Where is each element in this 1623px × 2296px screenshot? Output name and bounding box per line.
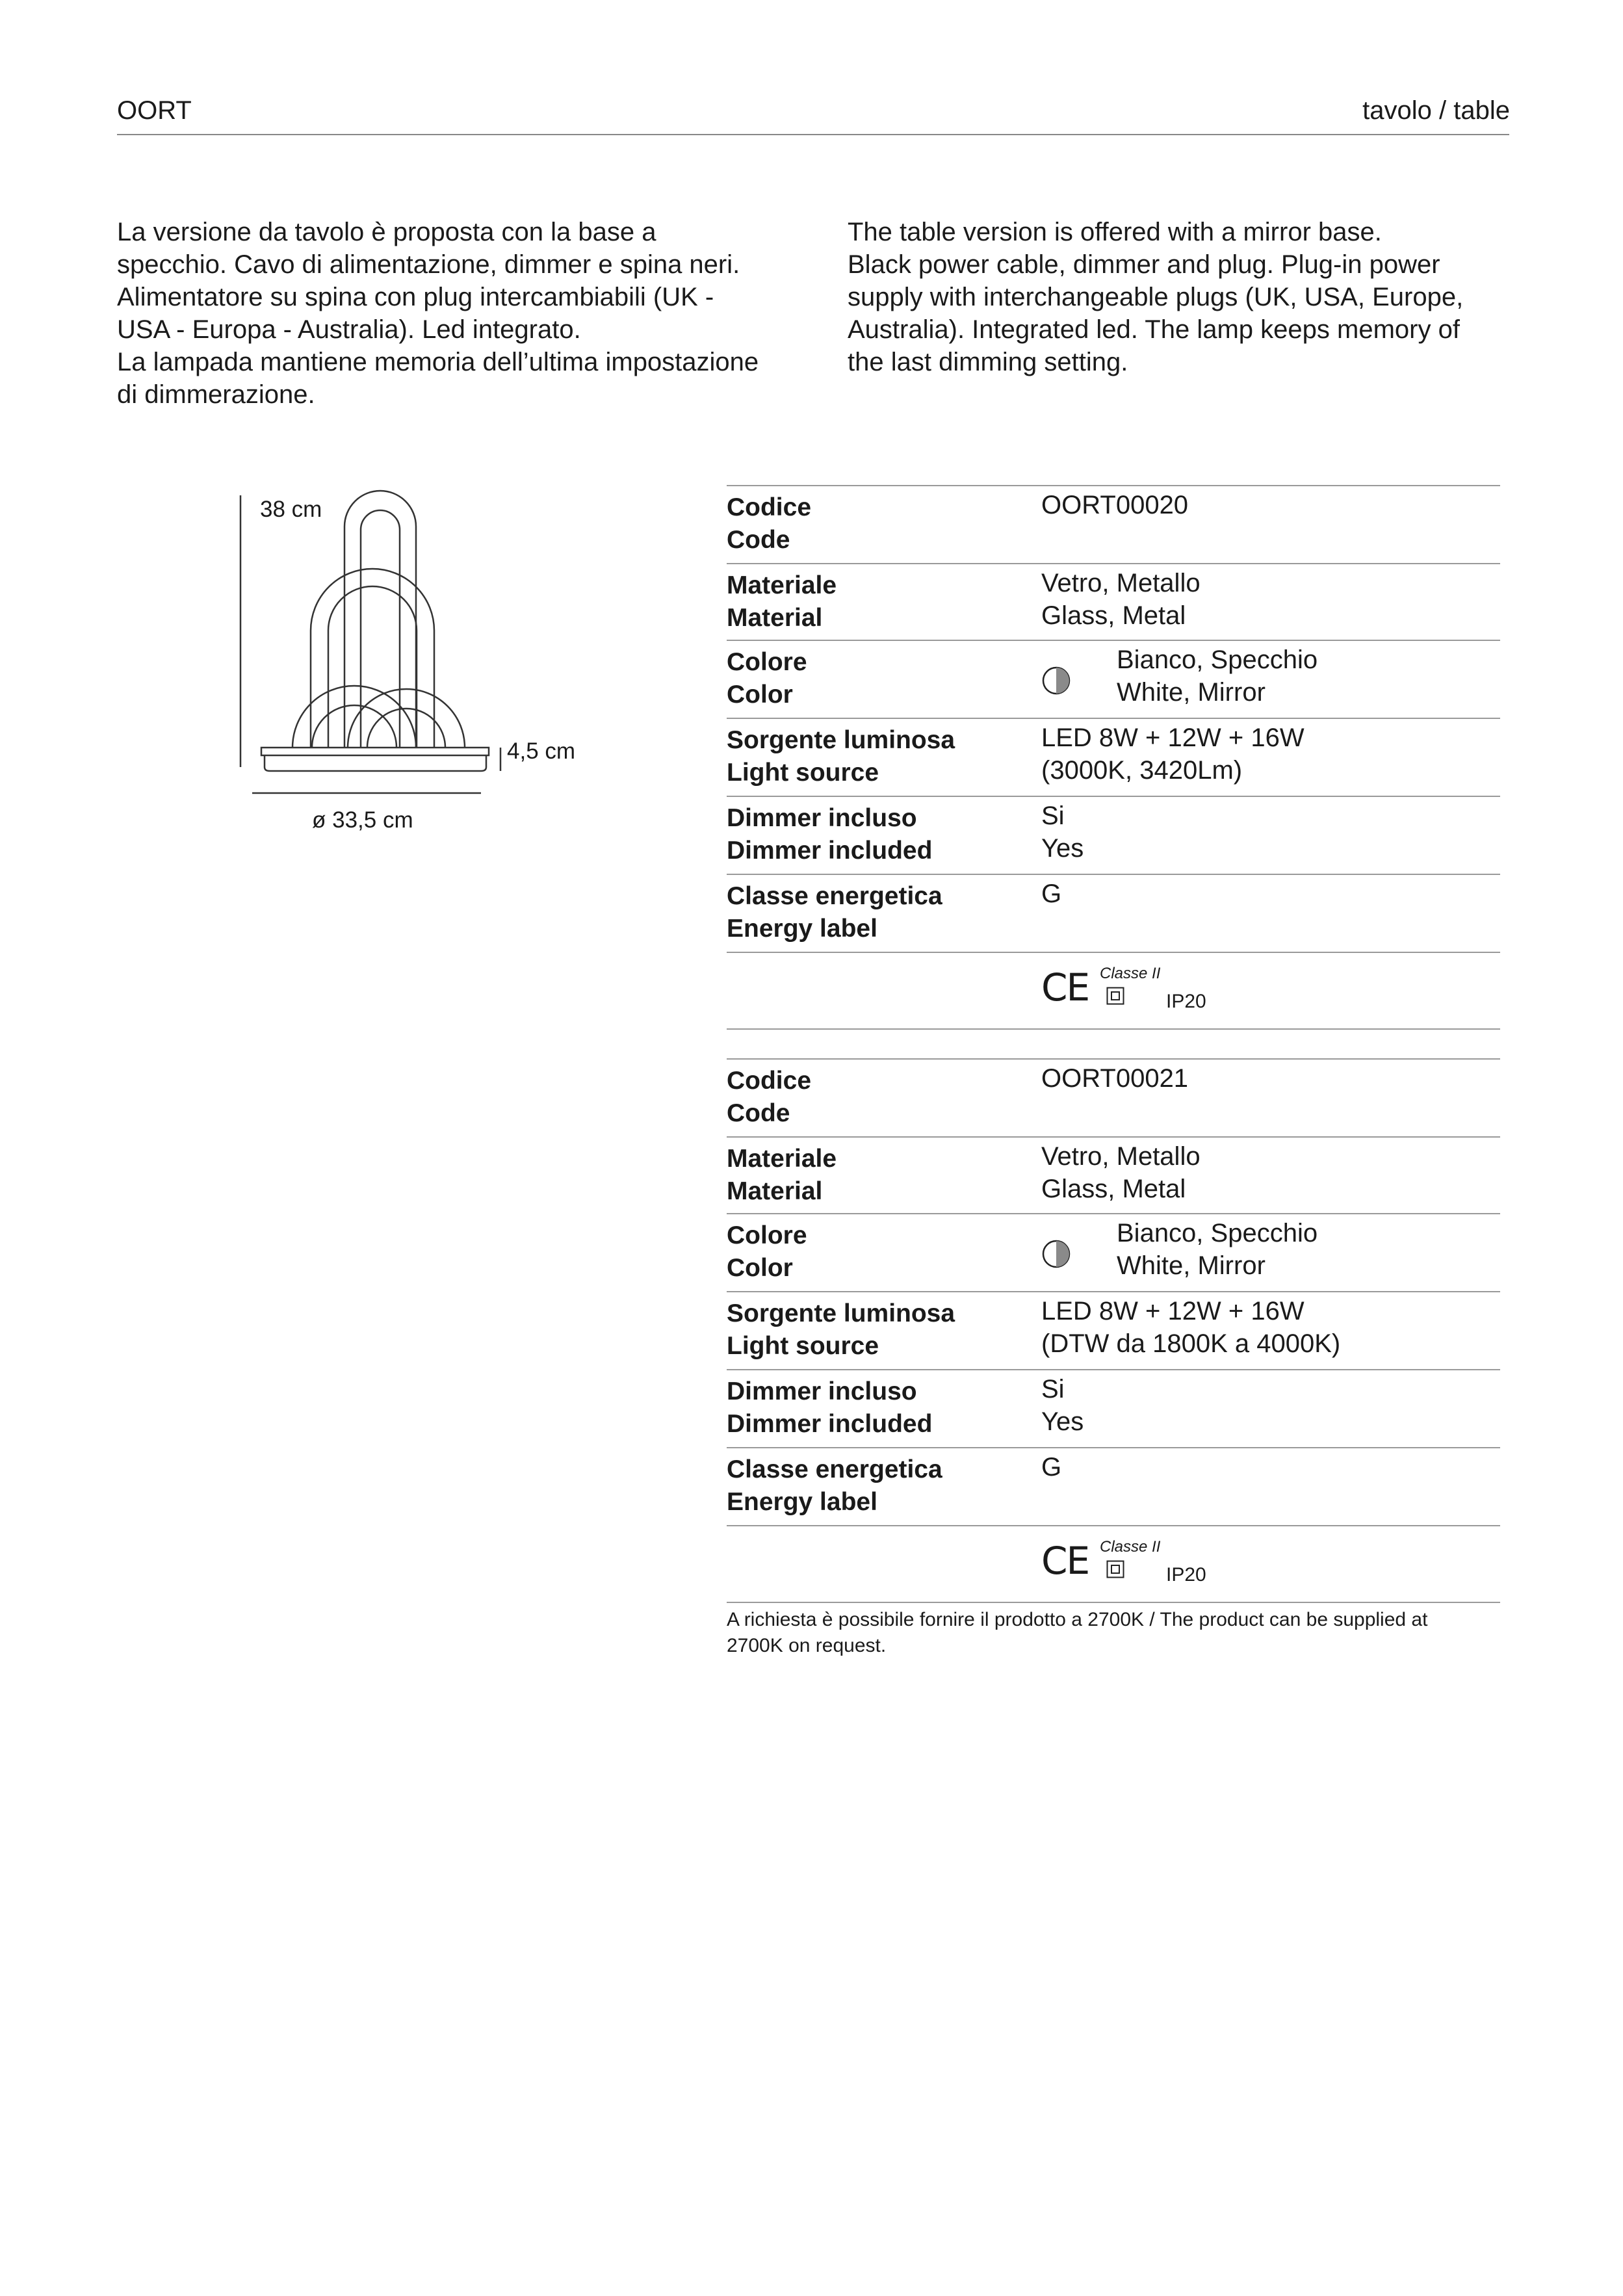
footnote-line: 2700K on request. <box>727 1635 887 1656</box>
ce-mark-icon: CE <box>1041 965 1089 1010</box>
spec-table-2 <box>727 1058 1500 1603</box>
base-height-label: 4,5 cm <box>507 738 576 764</box>
description-english <box>848 216 1511 378</box>
spec-row-dimmer <box>727 1369 1500 1447</box>
material-value: Vetro, Metallo Glass, Metal <box>1041 569 1201 630</box>
product-name: OORT <box>117 96 192 125</box>
description-italian <box>117 216 832 411</box>
height-label: 38 cm <box>260 497 322 522</box>
code-value: OORT00020 <box>1041 491 1189 519</box>
spec-row-material <box>727 563 1500 640</box>
class-ii-label: Classe II <box>1100 1538 1161 1556</box>
ce-mark-icon: CE <box>1041 1539 1089 1583</box>
dimmer-value: Si Yes <box>1041 802 1084 863</box>
energy-value: G <box>1041 1453 1062 1481</box>
description-line: USA - Europa - Australia). Led integrato. <box>117 315 581 344</box>
description-line: La versione da tavolo è proposta con la base a <box>117 218 656 246</box>
header-divider <box>117 134 1509 135</box>
double-insulation-icon <box>1106 1560 1124 1578</box>
spec-row-light-source <box>727 718 1500 796</box>
spec-row-color <box>727 640 1500 718</box>
light-source-label: Sorgente luminosa Light source <box>727 726 955 787</box>
spec-row-light-source <box>727 1291 1500 1369</box>
material-label: Materiale Material <box>727 1145 837 1205</box>
description-line: Alimentatore su spina con plug intercambiabili (UK - <box>117 283 714 311</box>
ip-rating: IP20 <box>1166 1564 1206 1585</box>
description-line: specchio. Cavo di alimentazione, dimmer e spina neri. <box>117 250 740 279</box>
energy-label: Classe energetica Energy label <box>727 1455 942 1516</box>
material-label: Materiale Material <box>727 571 837 632</box>
color-label: Colore Color <box>727 1221 807 1282</box>
spec-row-certifications <box>727 952 1500 1030</box>
description-line: supply with interchangeable plugs (UK, USA, Europe, <box>848 283 1464 311</box>
spec-table-1 <box>727 485 1500 1030</box>
base-top <box>261 748 489 755</box>
description-line: The table version is offered with a mirror base. <box>848 218 1382 246</box>
light-source-value: LED 8W + 12W + 16W (DTW da 1800K a 4000K) <box>1041 1297 1341 1358</box>
material-value: Vetro, Metallo Glass, Metal <box>1041 1142 1201 1203</box>
base-body <box>265 755 486 771</box>
light-source-label: Sorgente luminosa Light source <box>727 1299 955 1360</box>
dimmer-label: Dimmer incluso Dimmer included <box>727 1377 933 1438</box>
description-line: di dimmerazione. <box>117 380 315 409</box>
half-circle-color-icon <box>1041 666 1071 696</box>
code-label: Codice Code <box>727 493 812 554</box>
light-source-value: LED 8W + 12W + 16W (3000K, 3420Lm) <box>1041 724 1305 785</box>
spec-row-code <box>727 1058 1500 1136</box>
dimmer-label: Dimmer incluso Dimmer included <box>727 804 933 865</box>
description-line: La lampada mantiene memoria dell’ultima impostazione <box>117 348 759 376</box>
color-label: Colore Color <box>727 648 807 709</box>
spec-row-color <box>727 1213 1500 1291</box>
class-ii-label: Classe II <box>1100 965 1161 982</box>
half-circle-color-icon <box>1041 1239 1071 1269</box>
color-value: Bianco, Specchio White, Mirror <box>1117 646 1318 707</box>
description-line: Black power cable, dimmer and plug. Plug-in power <box>848 250 1440 279</box>
description-line: Australia). Integrated led. The lamp keeps memory of <box>848 315 1460 344</box>
spec-row-code <box>727 485 1500 563</box>
energy-label: Classe energetica Energy label <box>727 882 942 943</box>
double-insulation-icon <box>1106 987 1124 1005</box>
code-value: OORT00021 <box>1041 1064 1189 1093</box>
ip-rating: IP20 <box>1166 991 1206 1012</box>
footnote-line: A richiesta è possibile fornire il prodotto a 2700K / The product can be supplied at <box>727 1609 1428 1630</box>
color-value: Bianco, Specchio White, Mirror <box>1117 1219 1318 1280</box>
certification-marks <box>1041 1538 1206 1585</box>
description-line: the last dimming setting. <box>848 348 1128 376</box>
dimmer-value: Si Yes <box>1041 1375 1084 1436</box>
footnote <box>727 1607 1500 1659</box>
category-label: tavolo / table <box>1362 96 1510 125</box>
spec-row-dimmer <box>727 796 1500 874</box>
diameter-label: ø 33,5 cm <box>312 807 413 833</box>
spec-row-material <box>727 1136 1500 1213</box>
certification-marks <box>1041 965 1206 1012</box>
lamp-technical-drawing <box>221 481 611 845</box>
spec-row-energy <box>727 1447 1500 1525</box>
energy-value: G <box>1041 880 1062 908</box>
spec-row-certifications <box>727 1525 1500 1603</box>
code-label: Codice Code <box>727 1067 812 1127</box>
spec-row-energy <box>727 874 1500 952</box>
